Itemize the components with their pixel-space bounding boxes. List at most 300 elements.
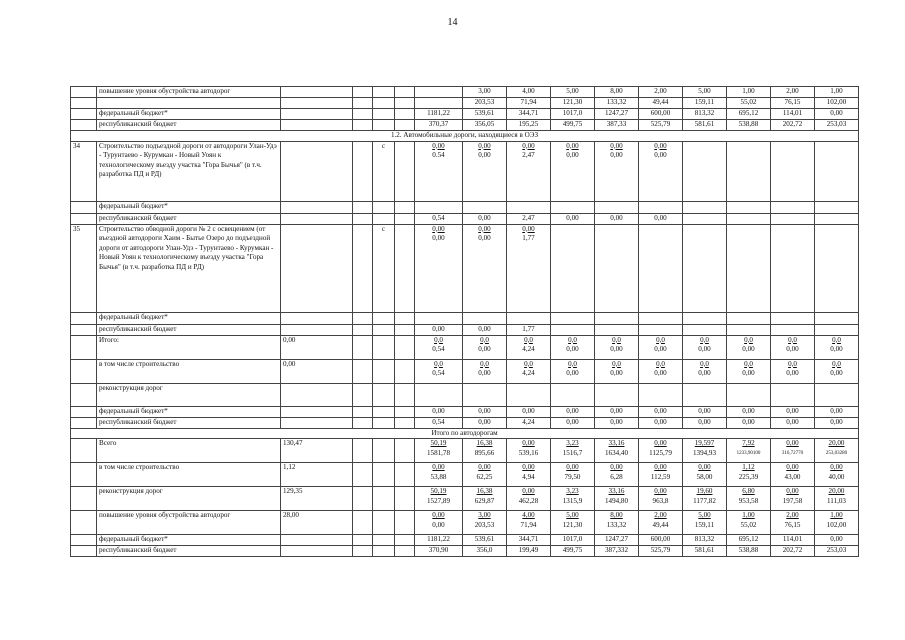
value-cell-line: 159,11 xyxy=(694,520,715,529)
empty-col xyxy=(395,417,415,428)
value-cell-line: 0,0 xyxy=(568,359,577,368)
row-type xyxy=(373,511,395,535)
value-cell xyxy=(815,335,859,359)
row-name: в том числе строительство xyxy=(97,359,281,383)
value-cell-line: 0,00 xyxy=(432,234,445,242)
value-cell: 600,00 xyxy=(639,535,683,546)
value-cell xyxy=(727,511,771,535)
value-cell xyxy=(415,224,463,312)
value-cell xyxy=(507,359,551,383)
table-row xyxy=(71,383,859,406)
value-cell-line: 0,0 xyxy=(480,359,489,368)
value-cell xyxy=(551,201,595,213)
value-cell-line: 0,00 xyxy=(830,463,843,471)
value-cell: 0,00 xyxy=(727,417,771,428)
value-cell: 370,37 xyxy=(415,120,463,131)
row-type xyxy=(373,335,395,359)
value-cell-line: 0,00 xyxy=(654,439,667,447)
value-cell-line: 253,03280 xyxy=(825,450,848,456)
table-row xyxy=(71,439,859,463)
value-cell-line: 1177,82 xyxy=(693,496,716,505)
value-cell-line: 49,44 xyxy=(652,520,669,529)
page-number: 14 xyxy=(447,17,458,28)
value-cell: 1247,27 xyxy=(595,109,639,120)
value-cell xyxy=(771,487,815,511)
table-row xyxy=(71,417,859,428)
table-row xyxy=(71,131,859,142)
row-number xyxy=(71,213,97,224)
row-name: федеральный бюджет* xyxy=(97,201,281,213)
value-cell: 4,00 xyxy=(507,87,551,98)
row-number xyxy=(71,406,97,417)
row-type xyxy=(373,324,395,335)
row-name: в том числе строительство xyxy=(97,463,281,487)
value-cell: 121,30 xyxy=(551,98,595,109)
row-type xyxy=(373,201,395,213)
table-row xyxy=(71,511,859,535)
value-cell xyxy=(727,324,771,335)
value-cell-line: 33,16 xyxy=(608,439,625,447)
value-cell xyxy=(727,224,771,312)
value-cell-line: 6,80 xyxy=(742,487,755,495)
empty-col xyxy=(353,201,373,213)
value-cell: 695,12 xyxy=(727,109,771,120)
value-cell: 600,00 xyxy=(639,109,683,120)
value-cell xyxy=(415,312,463,324)
empty-col xyxy=(353,546,373,557)
value-cell-line: 0,0 xyxy=(612,335,621,344)
value-cell xyxy=(463,463,507,487)
value-cell-line: 0,00 xyxy=(522,487,535,495)
row-name: Строительство подъездной дороги от автодороги Улан-Удэ - Турунтаево - Курумкан - Новый Уоян к технологическому въезду участка "Гора Бычья" (в т.ч. разработка ПД и РД) xyxy=(97,141,281,201)
value-cell-line: 111,03 xyxy=(827,496,846,505)
row-total xyxy=(281,546,353,557)
value-cell xyxy=(639,463,683,487)
row-type xyxy=(373,546,395,557)
value-cell-line: 0,0 xyxy=(656,359,665,368)
value-cell xyxy=(415,98,463,109)
row-total: 28,00 xyxy=(281,511,353,535)
value-cell-line: 0,00 xyxy=(432,463,445,471)
value-cell: 695,12 xyxy=(727,535,771,546)
value-cell xyxy=(639,224,683,312)
value-cell xyxy=(727,359,771,383)
value-cell: 0,00 xyxy=(463,417,507,428)
value-cell-line: 112,59 xyxy=(650,472,671,481)
value-cell xyxy=(507,201,551,213)
empty-col xyxy=(353,535,373,546)
value-cell-line: 121,30 xyxy=(562,520,583,529)
value-cell-line: 0,00 xyxy=(478,141,491,150)
value-cell: 356,0 xyxy=(463,546,507,557)
value-cell-line: 0,0 xyxy=(524,359,533,368)
value-cell-line: 1125,79 xyxy=(649,448,672,457)
value-cell: 1181,22 xyxy=(415,109,463,120)
value-cell: 0,00 xyxy=(463,324,507,335)
row-number xyxy=(71,535,97,546)
value-cell-line: 0,0 xyxy=(612,359,621,368)
value-cell-line: 0,00 xyxy=(478,463,491,471)
empty-col xyxy=(395,120,415,131)
empty-col xyxy=(395,463,415,487)
value-cell xyxy=(639,335,683,359)
value-cell-line: 0,0 xyxy=(480,335,489,344)
value-cell xyxy=(639,511,683,535)
row-number xyxy=(71,439,97,463)
value-cell xyxy=(727,487,771,511)
value-cell-line: 6,28 xyxy=(610,472,623,481)
row-type xyxy=(373,359,395,383)
value-cell-line: 1315,9 xyxy=(562,496,583,505)
table-row xyxy=(71,487,859,511)
row-name: федеральный бюджет* xyxy=(97,535,281,546)
value-cell xyxy=(551,224,595,312)
value-cell: 159,11 xyxy=(683,98,727,109)
value-cell-line: 0,00 xyxy=(566,463,579,471)
row-number xyxy=(71,324,97,335)
value-cell-line: 0,00 xyxy=(654,487,667,495)
value-cell xyxy=(639,383,683,406)
value-cell: 0,00 xyxy=(551,417,595,428)
row-name: Итого: xyxy=(97,335,281,359)
value-cell-line: 1233,90100 xyxy=(736,450,761,456)
value-cell-line: 0,00 xyxy=(786,487,799,495)
row-type xyxy=(373,383,395,406)
empty-col xyxy=(395,406,415,417)
value-cell xyxy=(463,383,507,406)
value-cell xyxy=(463,312,507,324)
table-row xyxy=(71,324,859,335)
value-cell: 0,00 xyxy=(815,406,859,417)
empty-col xyxy=(353,335,373,359)
value-cell-line: 0,0 xyxy=(788,335,797,344)
value-cell xyxy=(815,141,859,201)
value-cell-line: 316,72770 xyxy=(781,450,804,456)
value-cell xyxy=(683,439,727,463)
value-cell xyxy=(683,487,727,511)
row-total xyxy=(281,213,353,224)
table-row xyxy=(71,87,859,98)
value-cell: 0,00 xyxy=(595,417,639,428)
value-cell xyxy=(815,201,859,213)
row-total xyxy=(281,98,353,109)
value-cell xyxy=(507,335,551,359)
value-cell-line: 19,597 xyxy=(694,439,715,447)
table-row xyxy=(71,109,859,120)
value-cell xyxy=(415,335,463,359)
value-cell xyxy=(595,224,639,312)
value-cell xyxy=(463,511,507,535)
value-cell xyxy=(463,141,507,201)
value-cell-line: 953,58 xyxy=(738,496,759,505)
table-row xyxy=(71,213,859,224)
empty-col xyxy=(395,487,415,511)
row-type: с xyxy=(373,224,395,312)
value-cell-line: 0,00 xyxy=(786,439,799,447)
value-cell xyxy=(683,224,727,312)
value-cell: 2,00 xyxy=(771,87,815,98)
empty-col xyxy=(353,487,373,511)
value-cell: 71,94 xyxy=(507,98,551,109)
value-cell: 813,32 xyxy=(683,109,727,120)
table-row xyxy=(71,535,859,546)
row-name: Всего xyxy=(97,439,281,463)
table-row xyxy=(71,406,859,417)
value-cell xyxy=(415,87,463,98)
empty-col xyxy=(353,109,373,120)
empty-col xyxy=(395,98,415,109)
value-cell xyxy=(771,511,815,535)
row-name: федеральный бюджет* xyxy=(97,406,281,417)
empty-col xyxy=(395,312,415,324)
value-cell-line: 7,92 xyxy=(742,439,755,447)
table-row xyxy=(71,224,859,312)
value-cell xyxy=(815,359,859,383)
value-cell-line: 0,00 xyxy=(610,151,623,159)
value-cell xyxy=(639,439,683,463)
empty-col xyxy=(395,109,415,120)
row-type: с xyxy=(373,141,395,201)
row-number xyxy=(71,87,97,98)
row-name: Строительство обводной дороги № 2 с освещением (от въездной автодороги Хаим - Бытье Озеро до подъездной дороги от автодороги Улан-Удэ - Турунтаево - Курумкан - Новый Уоян к технологическому въезду участка "Гора Бычья" (в т.ч. разработка ПД и РД) xyxy=(97,224,281,312)
value-cell-line: 0,0 xyxy=(744,359,753,368)
empty-col xyxy=(395,511,415,535)
row-total xyxy=(281,417,353,428)
value-cell: 102,00 xyxy=(815,98,859,109)
value-cell: 581,61 xyxy=(683,120,727,131)
value-cell-line: 0,00 xyxy=(432,224,445,233)
empty-col xyxy=(353,383,373,406)
table-row xyxy=(71,120,859,131)
row-number xyxy=(71,383,97,406)
value-cell xyxy=(595,439,639,463)
value-cell xyxy=(507,312,551,324)
empty-col xyxy=(395,383,415,406)
value-cell xyxy=(551,359,595,383)
empty-col xyxy=(395,546,415,557)
value-cell-line: 0,00 xyxy=(654,463,667,471)
value-cell: 253,03 xyxy=(815,546,859,557)
value-cell: 0,00 xyxy=(463,406,507,417)
value-cell-line: 0,00 xyxy=(478,234,491,242)
value-cell-line: 2,00 xyxy=(786,511,799,519)
value-cell-line: 0,0 xyxy=(744,335,753,344)
value-cell xyxy=(463,201,507,213)
row-number xyxy=(71,463,97,487)
value-cell-line: 102,00 xyxy=(826,520,847,529)
value-cell: 199,49 xyxy=(507,546,551,557)
row-type xyxy=(373,120,395,131)
value-cell-line: 5,00 xyxy=(566,511,579,519)
value-cell: 356,05 xyxy=(463,120,507,131)
value-cell-line: 895,66 xyxy=(474,448,495,457)
value-cell-line: 76,15 xyxy=(784,520,801,529)
value-cell-line: 0,0 xyxy=(700,359,709,368)
value-cell-line: 0,00 xyxy=(786,369,799,377)
value-cell xyxy=(771,213,815,224)
value-cell xyxy=(683,201,727,213)
empty-col xyxy=(353,359,373,383)
value-cell: 387,332 xyxy=(595,546,639,557)
row-number xyxy=(71,120,97,131)
value-cell xyxy=(727,439,771,463)
row-total xyxy=(281,120,353,131)
row-number xyxy=(71,511,97,535)
value-cell xyxy=(463,487,507,511)
value-cell-line: 50,19 xyxy=(430,439,447,447)
value-cell: 538,88 xyxy=(727,120,771,131)
value-cell-line: 71,94 xyxy=(520,520,537,529)
row-total: 129,35 xyxy=(281,487,353,511)
value-cell-line: 50,19 xyxy=(430,487,447,495)
table-row xyxy=(71,98,859,109)
empty-col xyxy=(395,535,415,546)
value-cell: 0,00 xyxy=(463,213,507,224)
value-cell-line: 0,00 xyxy=(786,345,799,353)
row-number: 34 xyxy=(71,141,97,201)
value-cell-line: 33,16 xyxy=(608,487,625,495)
value-cell xyxy=(639,324,683,335)
value-cell-line: 0.54 xyxy=(432,151,445,159)
value-cell-line: 197,58 xyxy=(782,496,803,505)
value-cell xyxy=(463,335,507,359)
value-cell-line: 0,00 xyxy=(522,141,535,150)
row-number xyxy=(71,201,97,213)
row-total xyxy=(281,312,353,324)
row-number xyxy=(71,546,97,557)
empty-col xyxy=(395,201,415,213)
value-cell xyxy=(639,141,683,201)
row-name: реконструкция дорог xyxy=(97,383,281,406)
value-cell xyxy=(551,324,595,335)
value-cell-line: 0,54 xyxy=(432,345,445,353)
value-cell-line: 0,00 xyxy=(522,463,535,471)
value-cell: 0,00 xyxy=(551,406,595,417)
value-cell-line: 0,00 xyxy=(610,141,623,150)
value-cell: 0,00 xyxy=(771,406,815,417)
value-cell xyxy=(683,463,727,487)
value-cell-line: 0,00 xyxy=(478,345,491,353)
table-row xyxy=(71,428,859,439)
row-total: 130,47 xyxy=(281,439,353,463)
value-cell xyxy=(415,141,463,201)
value-cell-line: 539,16 xyxy=(518,448,539,457)
row-type xyxy=(373,439,395,463)
value-cell xyxy=(683,141,727,201)
value-cell-line: 0,00 xyxy=(830,345,843,353)
value-cell: 813,32 xyxy=(683,535,727,546)
value-cell-line: 0,00 xyxy=(566,151,579,159)
value-cell: 0,00 xyxy=(815,417,859,428)
value-cell: 499,75 xyxy=(551,120,595,131)
value-cell xyxy=(815,224,859,312)
value-cell xyxy=(815,439,859,463)
value-cell-line: 203,53 xyxy=(474,520,495,529)
value-cell-line: 0,00 xyxy=(830,369,843,377)
value-cell-line: 2,00 xyxy=(654,511,667,519)
value-cell xyxy=(771,439,815,463)
value-cell xyxy=(463,439,507,463)
value-cell xyxy=(815,463,859,487)
value-cell xyxy=(727,213,771,224)
value-cell xyxy=(551,335,595,359)
section-heading: 1.2. Автомобильные дороги, находящиеся в ОЭЗ xyxy=(71,131,859,142)
empty-col xyxy=(353,213,373,224)
table-row xyxy=(71,335,859,359)
value-cell xyxy=(683,383,727,406)
value-cell-line: 462,28 xyxy=(518,496,539,505)
value-cell xyxy=(815,213,859,224)
empty-col xyxy=(353,141,373,201)
value-cell xyxy=(727,335,771,359)
table-row xyxy=(71,463,859,487)
row-name: повышение уровня обустройства автодорог xyxy=(97,511,281,535)
value-cell-line: 2,47 xyxy=(522,151,535,159)
value-cell: 0,00 xyxy=(727,406,771,417)
empty-col xyxy=(395,213,415,224)
empty-col xyxy=(353,98,373,109)
value-cell xyxy=(551,141,595,201)
value-cell: 1,00 xyxy=(727,87,771,98)
value-cell: 344,71 xyxy=(507,535,551,546)
row-total xyxy=(281,201,353,213)
value-cell: 0,00 xyxy=(507,406,551,417)
value-cell-line: 4,94 xyxy=(522,472,535,481)
value-cell: 0,00 xyxy=(683,406,727,417)
value-cell xyxy=(683,359,727,383)
value-cell: 1017,0 xyxy=(551,109,595,120)
value-cell: 49,44 xyxy=(639,98,683,109)
empty-col xyxy=(395,141,415,201)
row-name xyxy=(97,98,281,109)
value-cell xyxy=(595,141,639,201)
value-cell xyxy=(595,335,639,359)
value-cell: 2,47 xyxy=(507,213,551,224)
value-cell-line: 0,00 xyxy=(698,345,711,353)
value-cell: 1,77 xyxy=(507,324,551,335)
value-cell: 525,79 xyxy=(639,120,683,131)
value-cell-line: 0,0 xyxy=(434,335,443,344)
value-cell xyxy=(415,463,463,487)
value-cell-line: 0,00 xyxy=(566,141,579,150)
value-cell xyxy=(727,201,771,213)
value-cell xyxy=(771,224,815,312)
value-cell-line: 16,38 xyxy=(476,439,493,447)
value-cell-line: 1516,7 xyxy=(562,448,583,457)
value-cell: 0,00 xyxy=(815,109,859,120)
row-name: федеральный бюджет* xyxy=(97,109,281,120)
value-cell-line: 0,00 xyxy=(742,369,755,377)
row-number: 35 xyxy=(71,224,97,312)
value-cell: 370,90 xyxy=(415,546,463,557)
table-row xyxy=(71,141,859,201)
value-cell xyxy=(727,141,771,201)
value-cell-line: 0,54 xyxy=(432,369,445,377)
value-cell xyxy=(815,487,859,511)
value-cell-line: 0,0 xyxy=(832,359,841,368)
value-cell xyxy=(815,324,859,335)
value-cell xyxy=(551,487,595,511)
value-cell: 0,00 xyxy=(815,535,859,546)
value-cell-line: 0,00 xyxy=(478,151,491,159)
value-cell xyxy=(595,511,639,535)
value-cell-line: 1,00 xyxy=(830,511,843,519)
value-cell xyxy=(551,511,595,535)
row-number xyxy=(71,359,97,383)
value-cell xyxy=(507,463,551,487)
value-cell xyxy=(595,463,639,487)
value-cell xyxy=(551,312,595,324)
